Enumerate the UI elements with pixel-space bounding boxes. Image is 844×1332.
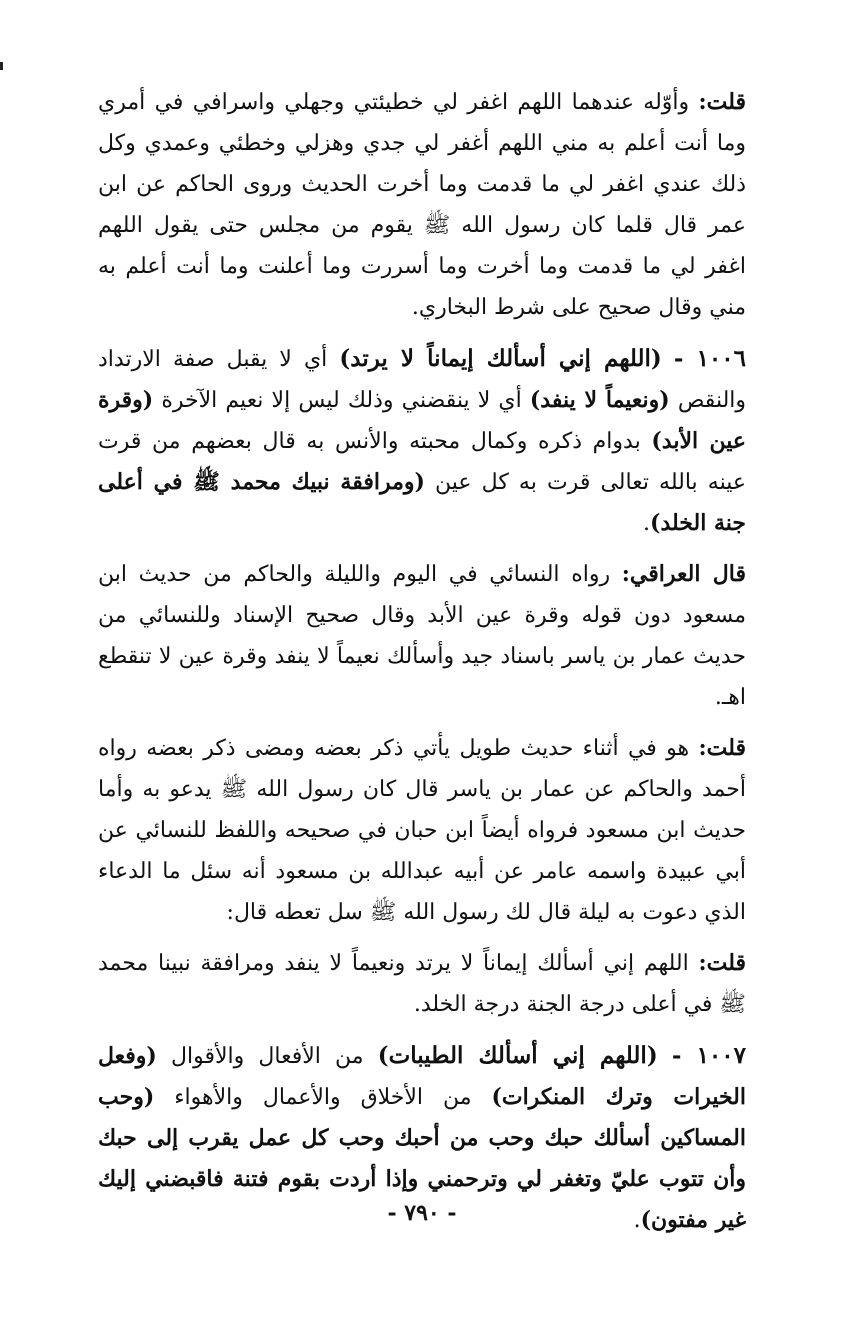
entry-heading: (اللهم إني أسألك الطيبات): [377, 1042, 658, 1069]
paragraph-qult-1: [98, 82, 746, 328]
paragraph-text: اللهم إني أسألك إيماناً لا يرتد ونعيماً لا ينفد ومرافقة نبينا محمد ﷺ في أعلى درجة الجنة درجة الخلد.: [98, 951, 746, 1017]
page-body: [98, 82, 746, 1251]
entry-text: بدوام ذكره وكمال محبته والأنس به قال بعضهم من قرت عينه بالله تعالى قرت به كل عين: [98, 429, 746, 495]
entry-bold-phrase: (وحب المساكين أسألك حبك وحب من أحبك وحب كل عمل يقرب إلى حبك وأن تتوب عليّ وتغفر لي وترحمني وإذا أردت بقوم فتنة فاقبضني إليك غير مفتون): [98, 1084, 746, 1233]
entry-text: أي لا ينقضني وذلك ليس إلا نعيم الآخرة: [161, 388, 522, 413]
paragraph-text: وأوّله عندهما اللهم اغفر لي خطيئتي وجهلي واسرافي في أمري وما أنت أعلم به مني اللهم أغفر لي جدي وهزلي وخطئي وعمدي وكل ذلك عندي اغفر لي ما قدمت وما أخرت الحديث وروى الحاكم عن ابن عمر قال قلما كان رسول الله ﷺ يقوم من مجلس حتى يقول اللهم اغفر لي ما قدمت وما أخرت وما أسررت وما أعلنت وما أنت أعلم به مني وقال صحيح على شرط البخاري.: [98, 90, 746, 320]
entry-1006: [98, 338, 746, 544]
entry-text: من الأخلاق والأعمال والأهواء: [174, 1085, 472, 1110]
entry-text: .: [633, 1208, 641, 1233]
entry-text: من الأفعال والأقوال: [170, 1044, 364, 1069]
paragraph-text: رواه النسائي في اليوم والليلة والحاكم من حديث ابن مسعود دون قوله وقرة عين الأبد وقال صحيح الإسناد وللنسائي من حديث عمار بن ياسر باسناد جيد وأسألك نعيماً لا ينفد وقرة عين لا تنقطع اهـ.: [98, 562, 746, 710]
scan-edge-mark: [0, 62, 3, 70]
entry-number: ١٠٠٦ -: [673, 345, 746, 372]
entry-bold-phrase: (وقرة عين الأبد): [98, 387, 746, 454]
paragraph-qult-3: [98, 943, 746, 1025]
entry-text: أي لا يقبل صفة الارتداد والنقص: [98, 347, 747, 413]
entry-bold-phrase: (ومرافقة نبيك محمد ﷺ في أعلى جنة الخلد): [98, 469, 746, 536]
paragraph-lead: قال العراقي:: [621, 561, 746, 587]
entry-bold-phrase: (ونعيماً لا ينفد): [529, 387, 670, 413]
entry-number: ١٠٠٧ -: [671, 1042, 746, 1069]
entry-bold-phrase: (وفعل الخيرات وترك المنكرات): [98, 1043, 746, 1110]
entry-text: .: [643, 511, 651, 536]
paragraph-lead: قلت:: [698, 89, 746, 115]
page-number: - ٧٩٠ -: [387, 1200, 457, 1226]
paragraph-lead: قلت:: [698, 950, 746, 976]
paragraph-text: هو في أثناء حديث طويل يأتي ذكر بعضه ومضى ذكر بعضه رواه أحمد والحاكم عن عمار بن ياسر قال كان رسول الله ﷺ يدعو به وأما حديث ابن مسعود فرواه أيضاً ابن حبان في صحيحه واللفظ للنسائي عن أبي عبيدة واسمه عامر عن أبيه عبدالله بن مسعود أنه سئل ما الدعاء الذي دعوت به ليلة قال لك رسول الله ﷺ سل تعطه قال:: [98, 736, 746, 925]
paragraph-qult-2: [98, 728, 746, 933]
paragraph-lead: قلت:: [698, 735, 747, 761]
entry-heading: (اللهم إني أسألك إيماناً لا يرتد): [339, 345, 662, 372]
paragraph-iraqi: [98, 554, 746, 718]
